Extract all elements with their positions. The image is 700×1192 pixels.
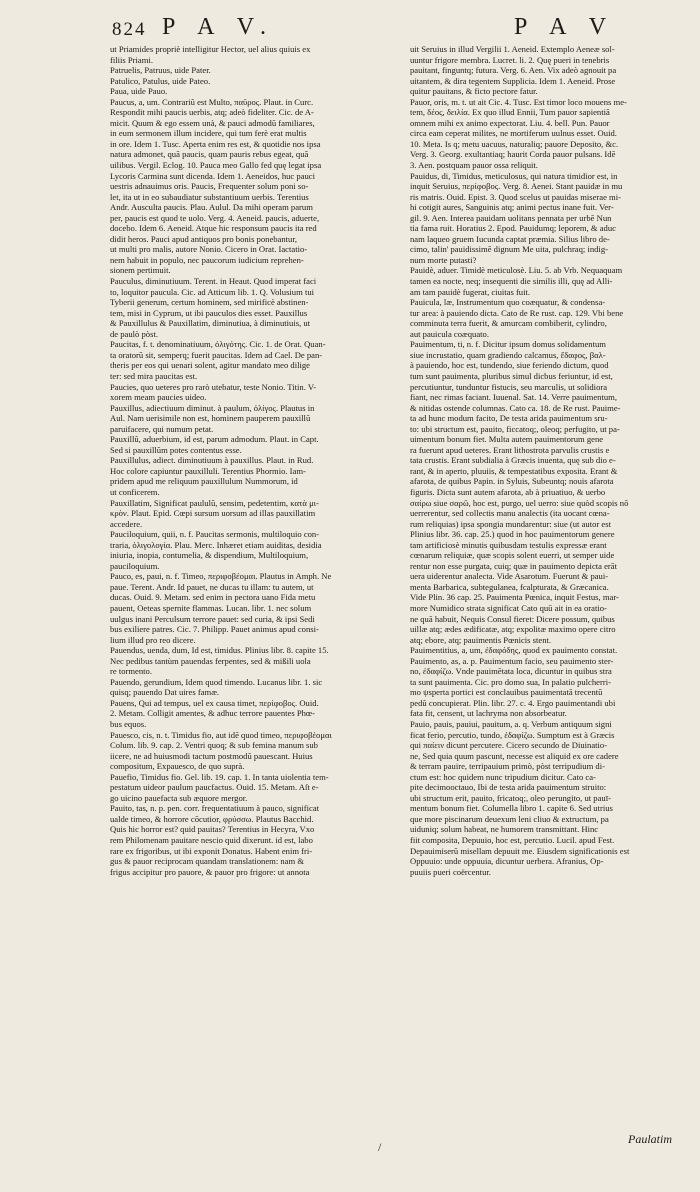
text-line: ra fuerunt apud ueteres. Erant lithostrota parvulis crustis e: [410, 444, 610, 455]
text-line: quitur pauitans, & ficto pectore fatur.: [410, 86, 538, 97]
text-line: Paucus, a, um. Contrariũ est Multo, παῦρος. Plaut. in Curc.: [110, 96, 314, 107]
text-line: ris matris. Ouid. Epist. 3. Quod scelus ut pauidas miserae mi-: [410, 191, 621, 202]
text-line: let, ita ut in eo subaudiatur substantiuum uerbis. Terentius: [110, 191, 309, 202]
text-line: ne quā habuit, Nequis Consul fieret: Dicere possum, quibus: [410, 613, 615, 624]
text-line: percutiuntur, tunduntur fistucis, seu marculis, ut solidiora: [410, 381, 608, 392]
text-line: quisq; pauendo Dat uires famæ.: [110, 687, 220, 698]
text-line: Vide Plin. 36 cap. 25. Pauimenta Pœnica, inquit Festus, mar-: [410, 592, 619, 603]
text-line: uimentum bonum fiet. Multa autem pauimentorum gene: [410, 434, 604, 445]
text-line: Pauendo, gerundium, Idem quod timendo. Lucanus libr. 1. sic: [110, 676, 323, 687]
text-line: Pauio, pauis, pauiui, pauitum, a. q. Verbum antiquum signi: [410, 719, 612, 729]
right-column: [410, 44, 698, 877]
text-line: uit Seruius in illud Vergilii 1. Aeneid. Extemplo Aeneæ sol-: [410, 44, 615, 54]
text-line: filiis Priami.: [110, 54, 153, 65]
text-line: Paucies, quo ueteres pro rarò utebatur, teste Nonio. Titin. V-: [110, 381, 317, 392]
text-line: Quis hic horror est? quid pauitas? Terentius in Hecyra, Vxo: [110, 824, 315, 835]
text-line: ualde timeo, & horrore cōcutior, φρύσσω. Plautus Bacchid.: [110, 813, 314, 824]
text-line: Pauimentitius, a, um, ἐδαφόδης, quod ex pauimento constat.: [410, 645, 618, 656]
text-line: Pauendus, uenda, dum, Id est, timidus. Plinius libr. 8. capite 15.: [110, 645, 329, 656]
text-line: Oppuuio: unde oppuuia, dicuntur uerbera. Afranius, Op-: [410, 856, 604, 867]
text-line: σαίρω siue σαρῶ, hoc est, purgo, uel uerro: siue quòd scopis nō: [410, 497, 629, 508]
text-line: & Pauxillulus & Pauxillatim, diminutiua, à diminutiuis, ut: [110, 318, 311, 329]
text-line: uestris adnauimus oris. Paucis, Frequenter solum poni so-: [110, 181, 309, 192]
text-line: more Numidico strata significat Cato quū ait in ea oratio-: [410, 602, 607, 613]
text-line: Pauimentum, ti, n. f. Dicitur ipsum domus solidamentum: [410, 339, 606, 350]
running-head-left: P A V.: [162, 14, 275, 40]
text-line: ut Priamides propriè intelligitur Hector, uel alius quiuis ex: [110, 44, 311, 54]
text-line: menta Barbarica, subtegulanea, fcalpturata, & Græcanica.: [410, 581, 609, 592]
text-line: pedũ concupierat. Plin. libr. 27. c. 4. Ergo pauimentandi ubi: [410, 697, 616, 708]
text-line: Andr. Auscultа paucis. Plau. Aulul. Da mihi operam parum: [110, 202, 313, 213]
text-line: à pauiendo, hoc est, tundendo, siue feriendo dictum, quod: [410, 360, 609, 371]
text-line: uulgus inani Perculsum terrore pauet: sed curia, & ipsi Sedi: [110, 613, 315, 624]
text-line: Pauxillatim, Significat paululũ, sensim, pedetentim, κατὰ μι-: [110, 497, 319, 508]
text-line: ubi structum erit, pauito, fricatoq;, oleo perungito, ut pauī-: [410, 792, 611, 803]
text-line: Paua, uide Pauo.: [110, 86, 168, 97]
text-line: tia fama ruit. Horatius 2. Epod. Pauidumq; leporem, & aduc: [410, 223, 616, 234]
text-line: Pauxillulus, adiect. diminutiuum à pauxillus. Plaut. in Rud.: [110, 455, 314, 466]
text-line: natura admonet, quã paucis, quam pauris rebus egeat, quã: [110, 149, 309, 160]
text-line: Pauefio, Timidus fio. Gel. lib. 19. cap. 1. In tanta uiolentia tem-: [110, 771, 329, 782]
text-line: omnem mihi ex animo expectorat. Liu. 4. bell. Pun. Pauor: [410, 117, 610, 128]
text-line: Respondit mihi paucis uerbis, atq; adeò fideliter. Cic. de A-: [110, 107, 314, 118]
text-line: ta ad hunc modum facito, De testa arida pauimentum sru-: [410, 413, 608, 424]
text-line: uerrerentur, sed collectis manu analectis (ita uocant cœna-: [410, 508, 610, 519]
text-line: iniuria, inopia, contumelia, & dispendium, Multiloquium,: [110, 550, 309, 561]
text-line: rant, & in aperto, pluuiis, & tempestatibus exposita. Erant &: [410, 465, 618, 476]
text-line: tum sunt pauimenta, pluribus simul dicbus feriuntur, id est,: [410, 370, 613, 381]
text-line: to, loquitor paucula. Cic. ad Atticum lib. 1. Q. Volusium tui: [110, 286, 315, 297]
text-line: ficat ferio, percutio, tundo, ἐδαφίζω. Sumptum est à Græcis: [410, 729, 615, 740]
text-line: ducas. Ouid. 9. Metam. sed enim in pectora uano Fida metu: [110, 592, 316, 603]
text-line: Pauicula, læ, Instrumentum quo coæquatur, & condensa-: [410, 297, 606, 308]
text-line: in eum sermonem illum incidere, qui tum ferè erat multis: [110, 128, 307, 139]
text-line: circa eam ceperat milites, ne mortiferum uulnus esset. Ouid.: [410, 128, 617, 139]
text-line: gil. 9. Aen. Interea pauidam uolitans pennata per urbē Nun: [410, 212, 612, 223]
text-line: de paulò pòst.: [110, 328, 158, 339]
text-line: inquit Seruius, περίφοβος. Verg. 8. Aenei. Stant pauidæ in mu: [410, 181, 623, 192]
text-line: Patruelis, Patruus, uide Pater.: [110, 65, 211, 76]
text-line: ter: sed mira paucitas est.: [110, 370, 198, 381]
text-line: afarota, de quibus Papin. in Syluis, Subeuntq; nouis afarota: [410, 476, 614, 487]
text-line: puuiis pueri coërcentur.: [410, 866, 491, 877]
text-line: pauciloquium.: [110, 560, 160, 571]
text-line: xorem meam paucies uideo.: [110, 392, 207, 403]
text-line: tem, δέος, δειλία. Ex quo illud Ennii, Tum pauor sapientiã: [410, 107, 610, 118]
text-line: docebo. Idem 6. Aeneid. Atque hic responsum paucis ita red: [110, 223, 317, 234]
text-line: uera uiderentur analecta. Vide Asarotum. Fuerunt & paui-: [410, 571, 609, 582]
text-line: pridem apud me reliquum pauxillulum Nummorum, id: [110, 476, 298, 487]
text-line: uitantem, & dira tegentem Supplicia. Idem 1. Aeneid. Prose: [410, 75, 616, 86]
ink-mark: /: [378, 1140, 382, 1154]
text-line: Sed si pauxillũm potes contentus esse.: [110, 444, 242, 455]
text-line: cimo, talin' pauidissimē dignum Me uita, pulchraq; indig-: [410, 244, 608, 255]
text-line: iicere, ne ad huiusmodi tactum postmodũ pauescant. Huius: [110, 750, 313, 761]
text-line: siue incrustatio, quam gradiendo calcamus, ἔδαφος, βαλ-: [410, 349, 606, 360]
text-line: Pauidus, di, Timidus, meticulosus, qui natura timidior est, in: [410, 170, 618, 181]
text-line: pauent, Oeteas spernite flammas. Lucan. libr. 1. nec solum: [110, 602, 312, 613]
text-line: theris per eos qui uenari solent, agitur mandato meo dilige: [110, 360, 310, 371]
catchword: Paulatim: [628, 1132, 672, 1146]
text-line: uiduniq; solum habeat, ne humorem transmittant. Hinc: [410, 824, 599, 835]
text-line: Lycoris Carmina sunt dicenda. Idem 1. Aeneidos, huc pauci: [110, 170, 316, 181]
text-line: gus & pauor reciprocam quandam translationem: nam &: [110, 856, 305, 867]
text-line: ut conficerem.: [110, 486, 160, 497]
text-line: 2. Metam. Colligit amentes, & adhuc terrore pauentes Phœ-: [110, 708, 316, 719]
text-line: tem, misi in Cyprum, ut ibi pauculos dies esset. Pauxillus: [110, 307, 308, 318]
text-line: nem habuit in populo, nec paucorum iudicium reprehen-: [110, 254, 304, 265]
text-line: atq; ebore, atq; pauimentis Pœnicis stent.: [410, 634, 552, 645]
text-line: Tyberii generum, certum hominem, sed mirificè abstinen-: [110, 297, 309, 308]
text-line: cœnarum reliquiæ, quæ scopis solent euerri, ut semper uide: [410, 550, 615, 561]
text-line: re tormento.: [110, 666, 152, 677]
text-line: κρὸν. Plaut. Epid. Cœpi sursum uorsum ad illas pauxillatim: [110, 508, 316, 519]
text-line: mo ψsperta portici est conclauibus pauimentatā trecentū: [410, 687, 603, 698]
text-line: paue. Terent. Andr. Id pauet, ne ducas tu illam: tu autem, ut: [110, 581, 314, 592]
text-line: paruifacere, qui numum petat.: [110, 423, 214, 434]
text-line: per, paucis est quod te uolo. Verg. 4. Aeneid. paucis, aduerte,: [110, 212, 320, 223]
page-number: 824: [112, 19, 147, 40]
text-line: hi cotigit aures, Sanguinis atq; animi pectus inane fuit. Ver-: [410, 202, 614, 213]
text-line: Aul. Nam uerisimile non est, hominem pauperem pauxillũ: [110, 413, 311, 424]
left-column: [110, 44, 398, 877]
text-line: tamen ea nocte, neq; insequenti die similis illi, quę ad Alli-: [410, 276, 613, 287]
text-line: Pauculus, diminutiuum. Terent. in Heaut. Quod imperat faci: [110, 276, 317, 287]
text-line: num morte putasti?: [410, 254, 477, 265]
text-line: rum reliquias) ipsa spongia mundarentur: siue (ut autor est: [410, 518, 611, 529]
text-line: micit. Quum & ego essem unà, & pauci admodũ familiares,: [110, 117, 315, 128]
text-line: sionem pertimuit.: [110, 265, 171, 276]
text-line: didit heros. Pauci apud antiquos pro bonis ponebantur,: [110, 233, 298, 244]
text-line: Pauco, es, pauі, n. f. Timeo, περιφοβέομαι. Plautus in Amph. Ne: [110, 571, 332, 582]
text-line: bus exiliere patres. Cic. 7. Philipp. Pauet animus apud consi-: [110, 624, 319, 635]
text-line: tata crustis. Erant subdialia à Græcis inuenta, quę sub dio e-: [410, 455, 616, 466]
text-line: Pauito, tas, n. p. pen. corr. frequentatiuum à pauco, significat: [110, 803, 320, 814]
text-line: pestatum uideor paulum paucfactus. Ouid. 15. Metam. Aſt e-: [110, 782, 319, 793]
text-line: frigus accipitur pro pauore, & pauor pro frigore: ut annota: [110, 866, 310, 877]
text-line: Pauens, Qui ad tempus, uel ex causa timet, περίφοβος. Ouid.: [110, 697, 319, 708]
text-line: ne, Sed quia quum pascunt, necesse est aliquid ex ore cadere: [410, 750, 619, 761]
text-line: tam artificiosè minutis quibusdam testulis expressæ erant: [410, 539, 607, 550]
text-line: pite decimooctauo, Ibi de testa arida pauimentum struito:: [410, 782, 607, 793]
text-line: Pauimento, as, a. p. Pauimentum facio, seu pauimento ster-: [410, 655, 614, 666]
text-line: uilibus. Vergil. Eclog. 10. Pauca meo Gallo fed quę legat ipsa: [110, 160, 322, 171]
text-line: am tam pauidè fugerat, ciuitas fuit.: [410, 286, 531, 297]
text-line: rentur non esse purgata, cuiq; quæ in pauimento depicta erāt: [410, 560, 617, 571]
text-line: rare ex frigoribus, ut ibi exponit Donatus. Habent enim fri-: [110, 845, 313, 856]
text-line: Patulico, Patulus, uide Pateo.: [110, 75, 211, 86]
text-line: Paucitas, f. t. denominatiuum, ὀλιγότης. Cic. 1. de Orat. Quan-: [110, 339, 326, 350]
text-line: fiit composita, Depuuio, hoc est, percutio. Lucil. apud Fest.: [410, 835, 615, 846]
text-line: Pauxillũ, aduerbium, id est, parum admodum. Plaut. in Capt.: [110, 434, 319, 445]
text-line: Pauciloquium, quii, n. f. Paucitas sermonis, multiloquio con-: [110, 529, 320, 540]
text-line: no, ἐδαφίζω. Vnde pauimētata loca, dicuntur in quibus stra: [410, 666, 612, 677]
text-line: traria, ὀλιγολογία. Plau. Merc. Inhæret etiam auiditas, desidia: [110, 539, 322, 550]
text-line: Pauidè, aduer. Timidè meticulosè. Liu. 5. ab Vrb. Nequaquam: [410, 265, 623, 276]
text-line: go uicino pauefacta sub æquore mergor.: [110, 792, 248, 803]
text-line: tur area: à pauiendo dicta. Cato de Re rust. cap. 129. Vbi bene: [410, 307, 624, 318]
text-line: mentum bonum fiet. Columella libro 1. capite 6. Sed utrius: [410, 803, 613, 814]
text-line: Pauor, oris, m. t. ut ait Cic. 4. Tusc. Est timor loco mouens me-: [410, 96, 627, 107]
text-line: Verg. 3. Georg. exultantiaq; haurit Corda pauor pulsans. Idē: [410, 149, 616, 160]
text-line: uillæ atq; ædes ædificatæ, atq; expolitæ maximo opere citro: [410, 624, 616, 635]
text-line: ut multi pro malis, autore Nonio. Cicero in Orat. Iactatio-: [110, 244, 308, 255]
text-line: fiant, nec rimas faciant. Iuuenal. Sat. 14. Verre pauimentum,: [410, 392, 617, 403]
text-line: nam laqueo gruem Iucunda captat præmia. Silius libro de-: [410, 233, 610, 244]
text-line: qui παίειν dicunt percutere. Cicero secundo de Diuinatio-: [410, 740, 608, 751]
text-line: Nec pedibus tantùm pauendas ferpentes, sed & mißili uola: [110, 655, 311, 666]
text-line: 3. Aen. postquam pauor ossa reliquit.: [410, 160, 538, 171]
text-line: Pauesco, cis, n. t. Timidus fio, aut idē quod timeo, περιφοβέομαι: [110, 729, 332, 740]
text-line: comminuta terra fuerit, & amurcam combiberit, cylindro,: [410, 318, 607, 329]
running-head-right: P A V: [514, 14, 616, 40]
text-line: ta sunt pauimenta. Cic. pro domo sua, In palatio pulcherri-: [410, 676, 611, 687]
text-line: rem Philomenam pauitare nescio quid dixerunt. id est, labo: [110, 835, 313, 846]
text-line: Colum. lib. 9. cap. 2. Ventri quoq; & sub femina manum sub: [110, 740, 318, 751]
text-line: Pauxillus, adiectiuum diminut. à paulum, ὀλίγος. Plautus in: [110, 402, 315, 413]
text-line: aut pauicula coæquato.: [410, 328, 489, 339]
text-line: accedere.: [110, 518, 143, 529]
text-line: bus equos.: [110, 719, 147, 729]
text-line: fata fit, censent, ut lachryma non absorbeatur.: [410, 708, 567, 719]
text-line: lium illud pro reo dicere.: [110, 634, 196, 645]
text-line: pauitant, finguntq; futura. Verg. 6. Aen. Vix adeò agnouit pa: [410, 65, 617, 76]
text-line: figuris. Dicta sunt autem afarota, ab à priuatiuo, & uerbo: [410, 486, 606, 497]
text-line: Plinius libr. 36. cap. 25.) quod in hoc pauimentorum genere: [410, 529, 615, 540]
text-line: 10. Meta. Is q; metu uacuus, naturaliq; pauore Depositо, &c.: [410, 138, 619, 149]
text-line: & terram pauire, terripauium primò, pòst terripudium di-: [410, 761, 605, 772]
text-line: ta oratorũ sit, semperq; fuerit paucitas. Idem ad Cael. De pan-: [110, 349, 323, 360]
text-line: Hoc colore capiuntur pauxilluli. Terentius Phormio. Iam-: [110, 465, 306, 476]
text-line: uuntur frigore membra. Lucret. li. 2. Quę pueri in tenebris: [410, 54, 610, 65]
text-line: & nitidas ostende columnas. Cato ca. 18. de Re rust. Pauime-: [410, 402, 621, 413]
text-line: que more piscinarum deuexum leni cliuo & extructum, pa: [410, 813, 609, 824]
text-line: in ore. Idem 1. Tusc. Aperta enim res est, & quotidie nos ipsa: [110, 138, 321, 149]
text-line: Depauimiserũ misellam depuuit me. Eiusdem significationis est: [410, 845, 630, 856]
text-line: compositum, Expauesco, de quo suprà.: [110, 761, 245, 772]
text-line: to: ubi structum est, pauito, ficcatoq;, oleoq; perfugito, ut pa-: [410, 423, 620, 434]
text-line: ctum est: hoc quidem nunc tripudium dicitur. Cato ca-: [410, 771, 596, 782]
